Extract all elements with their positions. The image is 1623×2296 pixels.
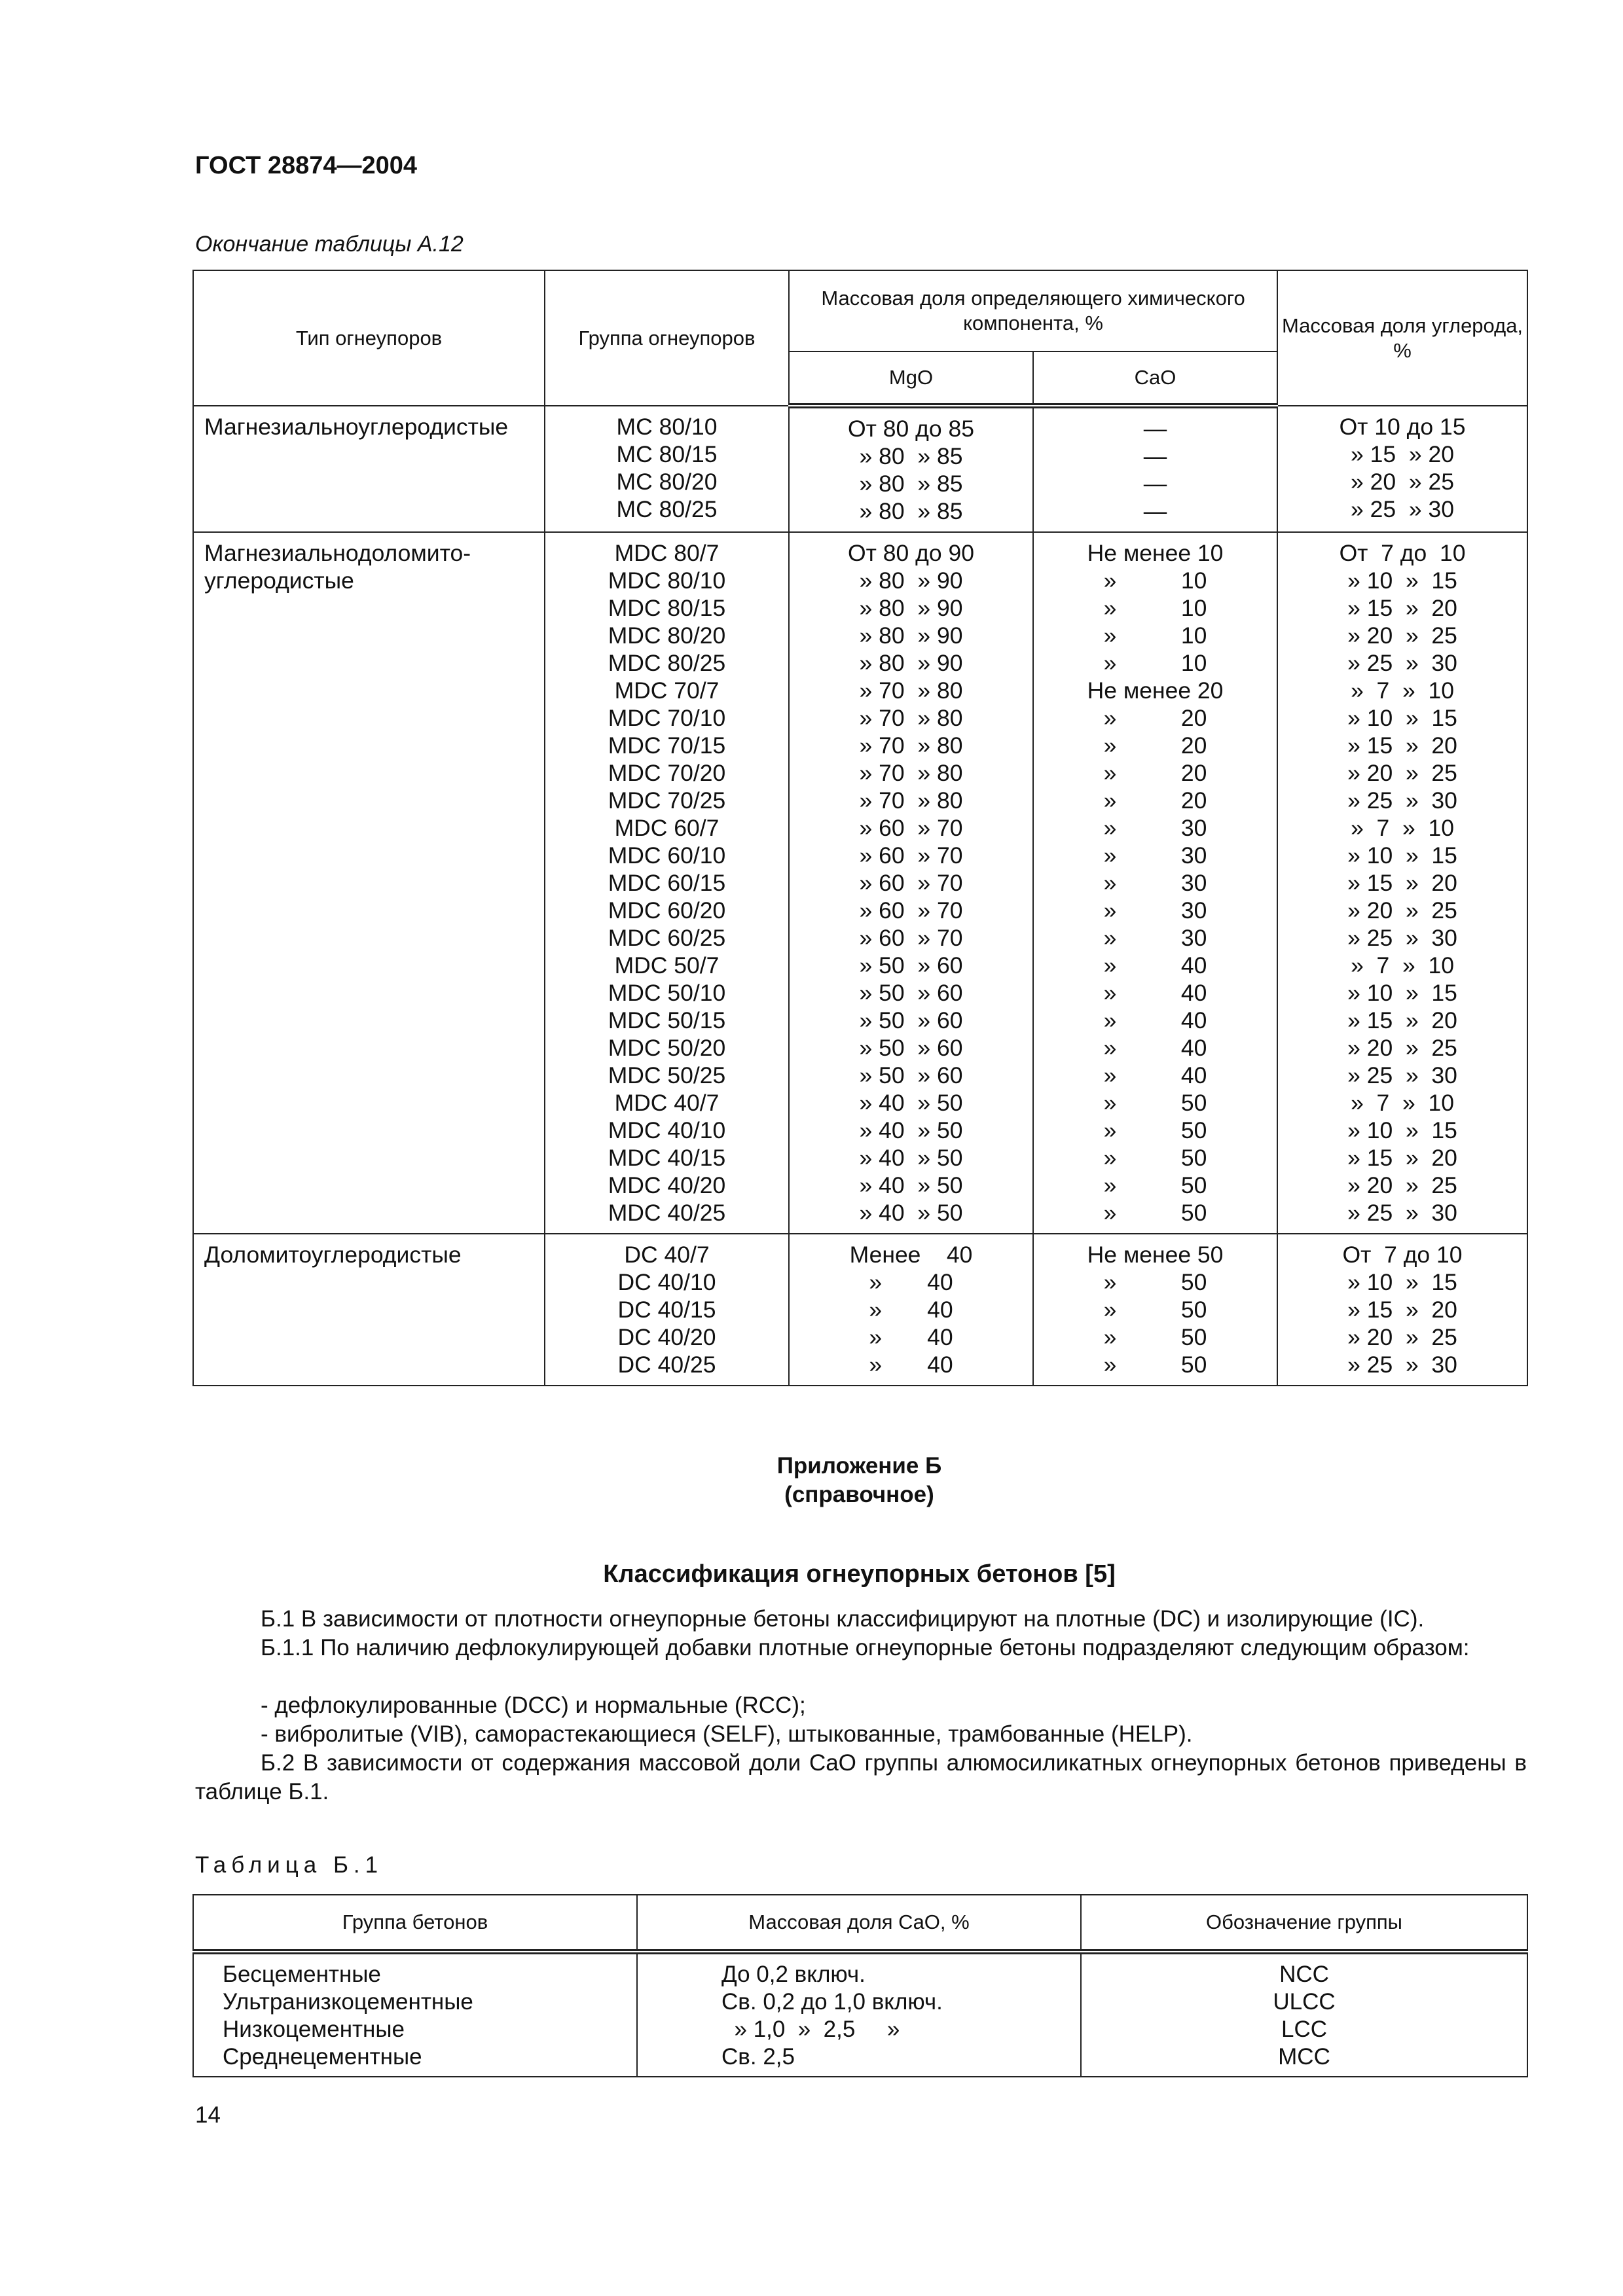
cell-carbon	[1277, 1234, 1527, 1386]
cell-line: MDC 80/10	[608, 567, 726, 594]
cell-type	[193, 406, 545, 532]
appendix-label: Приложение Б	[776, 1453, 942, 1479]
cell-line: » 10 » 15	[1347, 842, 1457, 869]
cell-line: » 80 » 85	[859, 471, 963, 497]
cell-line: MCC	[1278, 2044, 1330, 2070]
cell-line: » 30	[1103, 815, 1207, 841]
cell-line: » 25 » 30	[1347, 650, 1457, 676]
cell-line: Св. 0,2 до 1,0 включ.	[721, 1989, 943, 2015]
cell-line: » 80 » 90	[859, 650, 963, 676]
cell-groups	[545, 1234, 789, 1386]
list-item: - вибролитые (VIB), саморастекающиеся (SELF), штыкованные, трамбованные (HELP).	[261, 1721, 1193, 1747]
cell-line: » 15 » 20	[1347, 732, 1457, 759]
cell-line: » 50	[1103, 1297, 1207, 1323]
cell-line: Бесцементные	[223, 1962, 381, 1987]
cell-line: MDC 70/10	[608, 705, 726, 731]
page-number: 14	[195, 2102, 221, 2128]
cell-line: » 40	[869, 1269, 953, 1295]
cell-line: » 30	[1103, 870, 1207, 896]
cell-line: » 20	[1103, 760, 1207, 786]
cell-mgo	[789, 1234, 1033, 1386]
cell-line: » 40	[869, 1297, 953, 1323]
cell-line: MDC 70/25	[608, 787, 726, 814]
cell-line: MDC 60/25	[608, 925, 726, 951]
cell-concrete-groups	[193, 1952, 637, 2077]
cell-line: MDC 60/7	[614, 815, 720, 841]
cell-line: » 30	[1103, 897, 1207, 924]
cell-line: » 70 » 80	[859, 677, 963, 704]
cell-line: » 10	[1103, 567, 1207, 594]
cell-line: MC 80/25	[616, 496, 718, 522]
cell-line: » 20	[1103, 732, 1207, 759]
cell-line: Св. 2,5	[721, 2044, 795, 2070]
paragraph-b1: Б.1 В зависимости от плотности огнеупорные бетоны классифицируют на плотные (DC) и изолирующие (IC).	[261, 1606, 1425, 1632]
cell-line: » 50 » 60	[859, 1062, 963, 1088]
cell-line: LCC	[1281, 2017, 1328, 2042]
cell-line: MDC 50/10	[608, 980, 726, 1006]
cell-line: » 70 » 80	[859, 787, 963, 814]
cell-line: От 7 до 10	[1339, 540, 1466, 566]
cell-line: » 40 » 50	[859, 1090, 963, 1116]
cell-line: » 10 » 15	[1347, 980, 1457, 1006]
cell-line: MDC 50/25	[608, 1062, 726, 1088]
cell-line: » 7 » 10	[1351, 677, 1454, 704]
cell-line: » 20	[1103, 705, 1207, 731]
cell-line: » 50	[1103, 1324, 1207, 1350]
header-designation: Обозначение группы	[1081, 1895, 1527, 1952]
cell-line: От 80 до 85	[848, 416, 974, 442]
cell-mgo	[789, 532, 1033, 1234]
cell-line: MDC 70/7	[614, 677, 720, 704]
cell-line: DC 40/25	[617, 1352, 716, 1378]
cell-groups	[545, 406, 789, 532]
cell-line: » 50 » 60	[859, 952, 963, 978]
cell-line: » 15 » 20	[1347, 1007, 1457, 1033]
table-a12	[192, 270, 1528, 1386]
header-group: Группа огнеупоров	[545, 270, 789, 406]
cell-line: —	[1143, 471, 1167, 497]
cell-line: » 7 » 10	[1351, 1090, 1454, 1116]
table-row	[193, 1952, 1527, 2077]
cell-line: » 10 » 15	[1347, 705, 1457, 731]
cell-line: MDC 40/10	[608, 1117, 726, 1143]
cell-line: Менее 40	[849, 1242, 973, 1268]
cell-line: От 10 до 15	[1339, 414, 1466, 440]
cell-line: » 40	[869, 1324, 953, 1350]
cell-line: MDC 50/20	[608, 1035, 726, 1061]
header-cao-fraction: Массовая доля CaO, %	[637, 1895, 1081, 1952]
appendix-title	[0, 1452, 1623, 1509]
cell-cao	[1033, 1234, 1277, 1386]
cell-line: MDC 40/20	[608, 1172, 726, 1198]
document-header: ГОСТ 28874—2004	[195, 152, 418, 179]
cell-line: MDC 40/25	[608, 1200, 726, 1226]
cell-cao-values	[637, 1952, 1081, 2077]
cell-line: DC 40/10	[617, 1269, 716, 1295]
cell-carbon	[1277, 406, 1527, 532]
cell-line: MDC 80/7	[614, 540, 720, 566]
cell-line: —	[1143, 416, 1167, 442]
cell-designations	[1081, 1952, 1527, 2077]
cell-line: До 0,2 включ.	[721, 1962, 866, 1987]
cell-line: » 40	[869, 1352, 953, 1378]
cell-line: » 15 » 20	[1351, 441, 1454, 467]
cell-line: » 20 » 25	[1351, 469, 1454, 495]
cell-line: » 80 » 85	[859, 498, 963, 524]
cell-line: » 60 » 70	[859, 815, 963, 841]
cell-line: Доломитоуглеродистые	[204, 1242, 462, 1268]
cell-line: » 80 » 85	[859, 443, 963, 469]
cell-line: ULCC	[1273, 1989, 1336, 2015]
cell-line: MDC 70/15	[608, 732, 726, 759]
cell-line: » 50 » 60	[859, 980, 963, 1006]
table-caption: Окончание таблицы А.12	[195, 232, 464, 257]
cell-groups	[545, 532, 789, 1234]
table-row	[193, 1234, 1527, 1386]
cell-line: » 20	[1103, 787, 1207, 814]
cell-line: » 50	[1103, 1117, 1207, 1143]
cell-line: Не менее 20	[1087, 677, 1224, 704]
cell-line: » 25 » 30	[1347, 787, 1457, 814]
cell-line: MC 80/20	[616, 469, 718, 495]
cell-line: От 7 до 10	[1342, 1242, 1463, 1268]
header-concrete-group: Группа бетонов	[193, 1895, 637, 1952]
cell-carbon	[1277, 532, 1527, 1234]
cell-line: MC 80/10	[616, 414, 718, 440]
cell-line: » 50	[1103, 1172, 1207, 1198]
cell-line: MDC 40/7	[614, 1090, 720, 1116]
cell-line: » 30	[1103, 842, 1207, 869]
cell-line: » 50	[1103, 1200, 1207, 1226]
cell-line: » 50 » 60	[859, 1035, 963, 1061]
cell-line: » 10 » 15	[1347, 1117, 1457, 1143]
cell-line: » 15 » 20	[1347, 870, 1457, 896]
cell-line: » 50	[1103, 1352, 1207, 1378]
list-item: - дефлокулированные (DCC) и нормальные (RCC);	[261, 1693, 806, 1718]
cell-line: Низкоцементные	[223, 2017, 405, 2042]
cell-line: » 40	[1103, 1007, 1207, 1033]
cell-line: » 50	[1103, 1269, 1207, 1295]
cell-line: » 60 » 70	[859, 842, 963, 869]
cell-line: MDC 70/20	[608, 760, 726, 786]
cell-line: MDC 40/15	[608, 1145, 726, 1171]
cell-line: » 10	[1103, 622, 1207, 649]
cell-line: Ультранизкоцементные	[223, 1989, 473, 2015]
cell-line: » 60 » 70	[859, 925, 963, 951]
cell-line: » 15 » 20	[1347, 1297, 1457, 1323]
cell-line: DC 40/7	[624, 1242, 710, 1268]
cell-line: » 20 » 25	[1347, 622, 1457, 649]
header-carbon: Массовая доля углерода, %	[1277, 270, 1527, 406]
cell-line: » 25 » 30	[1347, 1062, 1457, 1088]
cell-line: DC 40/15	[617, 1297, 716, 1323]
cell-line: DC 40/20	[617, 1324, 716, 1350]
cell-line: Магнезиальнодоломито-	[204, 540, 471, 566]
header-mass-component: Массовая доля определяющего химического компонента, %	[789, 270, 1277, 351]
cell-line: » 7 » 10	[1351, 815, 1454, 841]
cell-type	[193, 532, 545, 1234]
cell-line: » 15 » 20	[1347, 1145, 1457, 1171]
appendix-subtitle: (справочное)	[784, 1482, 934, 1507]
cell-line: » 1,0 » 2,5 »	[721, 2017, 900, 2042]
header-mgo: MgO	[789, 351, 1033, 406]
header-cao: CaO	[1033, 351, 1277, 406]
table-row	[193, 406, 1527, 532]
cell-line: —	[1143, 443, 1167, 469]
cell-line: » 40	[1103, 1062, 1207, 1088]
cell-line: » 40 » 50	[859, 1117, 963, 1143]
cell-line: MDC 50/15	[608, 1007, 726, 1033]
cell-line: » 20 » 25	[1347, 1035, 1457, 1061]
table-label: Таблица Б.1	[195, 1852, 384, 1878]
cell-line: MDC 50/7	[614, 952, 720, 978]
cell-cao	[1033, 406, 1277, 532]
table-b1	[192, 1894, 1528, 2077]
cell-line: MDC 60/20	[608, 897, 726, 924]
cell-line: » 40 » 50	[859, 1145, 963, 1171]
cell-line: » 30	[1103, 925, 1207, 951]
cell-line: » 70 » 80	[859, 705, 963, 731]
cell-line: » 10 » 15	[1347, 567, 1457, 594]
cell-line: » 15 » 20	[1347, 595, 1457, 621]
cell-line: » 25 » 30	[1347, 1200, 1457, 1226]
cell-line: » 25 » 30	[1351, 496, 1454, 522]
cell-line: » 50	[1103, 1145, 1207, 1171]
cell-line: MC 80/15	[616, 441, 718, 467]
cell-line: NCC	[1279, 1962, 1329, 1987]
cell-line: » 80 » 90	[859, 567, 963, 594]
paragraph-b11: Б.1.1 По наличию дефлокулирующей добавки плотные огнеупорные бетоны подразделяют следующим образом:	[261, 1635, 1470, 1660]
table-row	[193, 532, 1527, 1234]
cell-line: » 20 » 25	[1347, 760, 1457, 786]
cell-line: » 7 » 10	[1351, 952, 1454, 978]
cell-line: Магнезиальноуглеродистые	[204, 414, 509, 440]
cell-type	[193, 1234, 545, 1386]
cell-line: » 20 » 25	[1347, 1172, 1457, 1198]
cell-line: » 10	[1103, 650, 1207, 676]
cell-line: » 80 » 90	[859, 595, 963, 621]
cell-line: » 20 » 25	[1347, 1324, 1457, 1350]
cell-line: Не менее 50	[1087, 1242, 1224, 1268]
cell-line: MDC 80/20	[608, 622, 726, 649]
cell-line: » 40	[1103, 1035, 1207, 1061]
cell-mgo	[789, 406, 1033, 532]
cell-line: —	[1143, 498, 1167, 524]
cell-line: » 70 » 80	[859, 760, 963, 786]
cell-line: » 60 » 70	[859, 870, 963, 896]
section-title: Классификация огнеупорных бетонов [5]	[603, 1560, 1116, 1588]
cell-line: MDC 80/25	[608, 650, 726, 676]
cell-line: » 40	[1103, 980, 1207, 1006]
cell-line: » 20 » 25	[1347, 897, 1457, 924]
cell-line: » 25 » 30	[1347, 1352, 1457, 1378]
cell-line: От 80 до 90	[848, 540, 974, 566]
cell-line: » 40 » 50	[859, 1200, 963, 1226]
cell-line: » 50	[1103, 1090, 1207, 1116]
cell-line: углеродистые	[204, 567, 354, 594]
cell-line: » 40	[1103, 952, 1207, 978]
cell-line: MDC 60/10	[608, 842, 726, 869]
cell-line: » 10	[1103, 595, 1207, 621]
cell-line: » 80 » 90	[859, 622, 963, 649]
header-type: Тип огнеупоров	[193, 270, 545, 406]
cell-line: Не менее 10	[1087, 540, 1224, 566]
cell-line: » 70 » 80	[859, 732, 963, 759]
paragraph-b2: Б.2 В зависимости от содержания массовой доли CaO группы алюмосиликатных огнеупорных бетонов приведены в таблице Б.1.	[195, 1750, 1527, 1804]
cell-cao	[1033, 532, 1277, 1234]
cell-line: » 50 » 60	[859, 1007, 963, 1033]
cell-line: » 10 » 15	[1347, 1269, 1457, 1295]
cell-line: Среднецементные	[223, 2044, 422, 2070]
cell-line: » 40 » 50	[859, 1172, 963, 1198]
cell-line: » 60 » 70	[859, 897, 963, 924]
cell-line: » 25 » 30	[1347, 925, 1457, 951]
cell-line: MDC 80/15	[608, 595, 726, 621]
cell-line: MDC 60/15	[608, 870, 726, 896]
